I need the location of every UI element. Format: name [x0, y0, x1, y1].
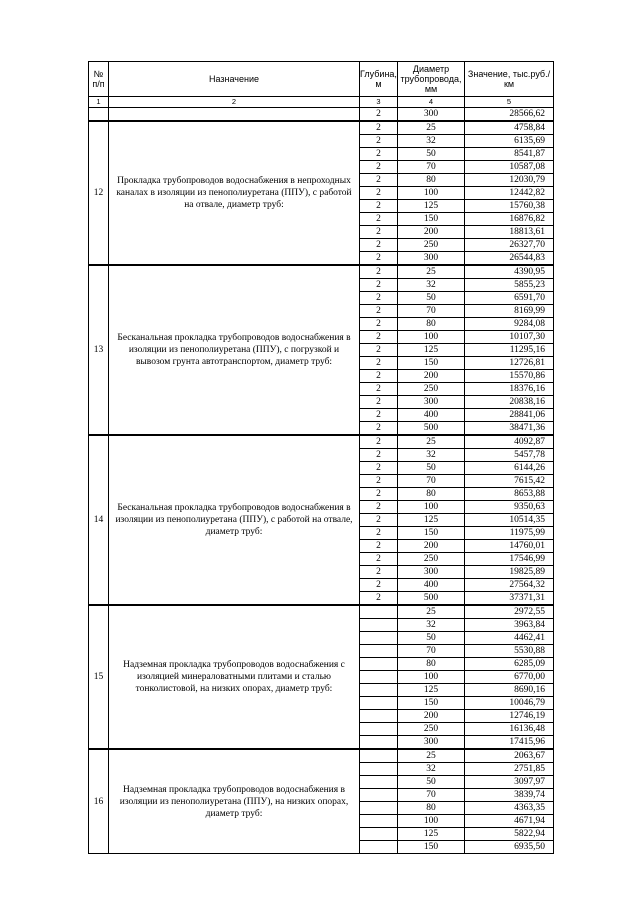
value-cell: 4092,87: [465, 435, 554, 449]
price-table: [88, 61, 554, 854]
diameter-cell: 150: [398, 213, 465, 226]
depth-cell: [360, 723, 398, 736]
value-cell: 20838,16: [465, 396, 554, 409]
depth-cell: [360, 789, 398, 802]
item-number: 14: [89, 435, 109, 605]
diameter-cell: 32: [398, 279, 465, 292]
depth-cell: 2: [360, 383, 398, 396]
diameter-cell: 125: [398, 514, 465, 527]
depth-cell: [360, 736, 398, 750]
diameter-cell: 80: [398, 318, 465, 331]
value-cell: 8541,87: [465, 148, 554, 161]
diameter-cell: 400: [398, 409, 465, 422]
depth-cell: 2: [360, 121, 398, 135]
value-cell: 4671,94: [465, 815, 554, 828]
diameter-cell: 300: [398, 396, 465, 409]
depth-cell: 2: [360, 579, 398, 592]
column-number: 2: [109, 97, 360, 108]
diameter-cell: 32: [398, 619, 465, 632]
diameter-cell: 300: [398, 736, 465, 750]
value-cell: 4363,35: [465, 802, 554, 815]
column-number: 1: [89, 97, 109, 108]
depth-cell: 2: [360, 475, 398, 488]
diameter-cell: 32: [398, 763, 465, 776]
value-cell: 6770,00: [465, 671, 554, 684]
depth-cell: [360, 645, 398, 658]
value-cell: 38471,36: [465, 422, 554, 436]
depth-cell: 2: [360, 409, 398, 422]
diameter-cell: 25: [398, 749, 465, 763]
diameter-cell: 150: [398, 527, 465, 540]
diameter-cell: 200: [398, 370, 465, 383]
value-cell: 15760,38: [465, 200, 554, 213]
value-cell: 19825,89: [465, 566, 554, 579]
depth-cell: 2: [360, 265, 398, 279]
item-description: Бесканальная прокладка трубопроводов водоснабжения в изоляции из пенополиуретана (ППУ), с погрузкой и вывозом грунта автотранспортом, диаметр труб:: [109, 265, 360, 435]
depth-cell: 2: [360, 279, 398, 292]
header-diameter: Диаметр трубопровода, мм: [398, 62, 465, 97]
depth-cell: 2: [360, 187, 398, 200]
diameter-cell: 25: [398, 605, 465, 619]
diameter-cell: 250: [398, 723, 465, 736]
table-body: [89, 108, 554, 854]
value-cell: 2063,67: [465, 749, 554, 763]
depth-cell: 2: [360, 239, 398, 252]
depth-cell: [360, 684, 398, 697]
item-description: Прокладка трубопроводов водоснабжения в непроходных каналах в изоляции из пенополиуретана (ППУ), с работой на отвале, диаметр труб:: [109, 121, 360, 265]
value-cell: 4462,41: [465, 632, 554, 645]
depth-cell: [360, 710, 398, 723]
diameter-cell: 100: [398, 501, 465, 514]
depth-cell: 2: [360, 148, 398, 161]
value-cell: 18813,61: [465, 226, 554, 239]
depth-cell: [360, 658, 398, 671]
depth-cell: 2: [360, 592, 398, 606]
depth-cell: 2: [360, 396, 398, 409]
diameter-cell: 50: [398, 148, 465, 161]
diameter-cell: 125: [398, 344, 465, 357]
value-cell: 12726,81: [465, 357, 554, 370]
table-header: [89, 62, 554, 108]
diameter-cell: 300: [398, 566, 465, 579]
header-value: Значение, тыс.руб./км: [465, 62, 554, 97]
column-number: 4: [398, 97, 465, 108]
depth-cell: 2: [360, 305, 398, 318]
diameter-cell: 80: [398, 658, 465, 671]
diameter-cell: 100: [398, 187, 465, 200]
item-number: 13: [89, 265, 109, 435]
depth-cell: 2: [360, 200, 398, 213]
diameter-cell: 150: [398, 697, 465, 710]
value-cell: 8690,16: [465, 684, 554, 697]
value-cell: 26327,70: [465, 239, 554, 252]
diameter-cell: 250: [398, 553, 465, 566]
value-cell: 15570,86: [465, 370, 554, 383]
value-cell: 9350,63: [465, 501, 554, 514]
header-purpose: Назначение: [109, 62, 360, 97]
depth-cell: 2: [360, 108, 398, 122]
value-cell: 10107,30: [465, 331, 554, 344]
diameter-cell: 32: [398, 135, 465, 148]
value-cell: 6135,69: [465, 135, 554, 148]
item-number: 12: [89, 121, 109, 265]
diameter-cell: 80: [398, 488, 465, 501]
diameter-cell: 70: [398, 305, 465, 318]
depth-cell: [360, 841, 398, 854]
value-cell: 16136,48: [465, 723, 554, 736]
diameter-cell: 50: [398, 292, 465, 305]
depth-cell: 2: [360, 449, 398, 462]
table-row: [89, 605, 554, 619]
depth-cell: [360, 697, 398, 710]
value-cell: 3839,74: [465, 789, 554, 802]
item-description: Бесканальная прокладка трубопроводов водоснабжения в изоляции из пенополиуретана (ППУ), с работой на отвале, диаметр труб:: [109, 435, 360, 605]
depth-cell: 2: [360, 161, 398, 174]
depth-cell: 2: [360, 135, 398, 148]
depth-cell: 2: [360, 213, 398, 226]
diameter-cell: 70: [398, 789, 465, 802]
depth-cell: 2: [360, 292, 398, 305]
value-cell: 6144,26: [465, 462, 554, 475]
diameter-cell: 200: [398, 710, 465, 723]
diameter-cell: 70: [398, 645, 465, 658]
value-cell: 28566,62: [465, 108, 554, 122]
diameter-cell: 25: [398, 265, 465, 279]
row-num-cell: [89, 108, 109, 122]
table-row: [89, 749, 554, 763]
diameter-cell: 32: [398, 449, 465, 462]
diameter-cell: 50: [398, 632, 465, 645]
value-cell: 6935,50: [465, 841, 554, 854]
value-cell: 5822,94: [465, 828, 554, 841]
table-row: [89, 435, 554, 449]
depth-cell: [360, 671, 398, 684]
depth-cell: 2: [360, 344, 398, 357]
depth-cell: 2: [360, 501, 398, 514]
column-number: 5: [465, 97, 554, 108]
value-cell: 7615,42: [465, 475, 554, 488]
value-cell: 37371,31: [465, 592, 554, 606]
depth-cell: 2: [360, 422, 398, 436]
depth-cell: 2: [360, 318, 398, 331]
value-cell: 5457,78: [465, 449, 554, 462]
value-cell: 4390,95: [465, 265, 554, 279]
item-description: Надземная прокладка трубопроводов водоснабжения с изоляцией минераловатными плитами и сталью тонколистовой, на низких опорах, диаметр труб:: [109, 605, 360, 749]
diameter-cell: 125: [398, 828, 465, 841]
value-cell: 17546,99: [465, 553, 554, 566]
diameter-cell: 100: [398, 331, 465, 344]
diameter-cell: 500: [398, 592, 465, 606]
diameter-cell: 25: [398, 121, 465, 135]
diameter-cell: 150: [398, 841, 465, 854]
diameter-cell: 500: [398, 422, 465, 436]
diameter-cell: 250: [398, 239, 465, 252]
value-cell: 17415,96: [465, 736, 554, 750]
value-cell: 10587,08: [465, 161, 554, 174]
diameter-cell: 80: [398, 174, 465, 187]
depth-cell: 2: [360, 488, 398, 501]
header-num: № п/п: [89, 62, 109, 97]
depth-cell: [360, 605, 398, 619]
depth-cell: 2: [360, 553, 398, 566]
depth-cell: [360, 749, 398, 763]
value-cell: 11295,16: [465, 344, 554, 357]
depth-cell: [360, 763, 398, 776]
depth-cell: 2: [360, 174, 398, 187]
depth-cell: [360, 619, 398, 632]
diameter-cell: 300: [398, 108, 465, 122]
header-depth: Глубина, м: [360, 62, 398, 97]
diameter-cell: 70: [398, 161, 465, 174]
depth-cell: 2: [360, 540, 398, 553]
depth-cell: 2: [360, 514, 398, 527]
depth-cell: 2: [360, 566, 398, 579]
depth-cell: 2: [360, 462, 398, 475]
value-cell: 10046,79: [465, 697, 554, 710]
value-cell: 12746,19: [465, 710, 554, 723]
item-description: Надземная прокладка трубопроводов водоснабжения в изоляции из пенополиуретана (ППУ), на низких опорах, диаметр труб:: [109, 749, 360, 854]
diameter-cell: 100: [398, 815, 465, 828]
diameter-cell: 100: [398, 671, 465, 684]
depth-cell: [360, 776, 398, 789]
diameter-cell: 200: [398, 226, 465, 239]
value-cell: 2751,85: [465, 763, 554, 776]
value-cell: 6591,70: [465, 292, 554, 305]
diameter-cell: 50: [398, 776, 465, 789]
row-desc-cell: [109, 108, 360, 122]
value-cell: 9284,08: [465, 318, 554, 331]
value-cell: 8169,99: [465, 305, 554, 318]
value-cell: 16876,82: [465, 213, 554, 226]
diameter-cell: 70: [398, 475, 465, 488]
depth-cell: 2: [360, 331, 398, 344]
value-cell: 18376,16: [465, 383, 554, 396]
table-row: [89, 121, 554, 135]
diameter-cell: 25: [398, 435, 465, 449]
value-cell: 26544,83: [465, 252, 554, 266]
value-cell: 5855,23: [465, 279, 554, 292]
depth-cell: [360, 815, 398, 828]
diameter-cell: 125: [398, 200, 465, 213]
value-cell: 3963,84: [465, 619, 554, 632]
value-cell: 14760,01: [465, 540, 554, 553]
value-cell: 8653,88: [465, 488, 554, 501]
value-cell: 10514,35: [465, 514, 554, 527]
value-cell: 3097,97: [465, 776, 554, 789]
diameter-cell: 80: [398, 802, 465, 815]
depth-cell: [360, 632, 398, 645]
table-row: [89, 108, 554, 122]
value-cell: 27564,32: [465, 579, 554, 592]
column-number: 3: [360, 97, 398, 108]
depth-cell: 2: [360, 357, 398, 370]
diameter-cell: 125: [398, 684, 465, 697]
depth-cell: 2: [360, 527, 398, 540]
table-row: [89, 265, 554, 279]
diameter-cell: 50: [398, 462, 465, 475]
diameter-cell: 200: [398, 540, 465, 553]
depth-cell: 2: [360, 226, 398, 239]
item-number: 16: [89, 749, 109, 854]
value-cell: 6285,09: [465, 658, 554, 671]
value-cell: 12030,79: [465, 174, 554, 187]
value-cell: 12442,82: [465, 187, 554, 200]
depth-cell: 2: [360, 252, 398, 266]
value-cell: 5530,88: [465, 645, 554, 658]
depth-cell: 2: [360, 370, 398, 383]
diameter-cell: 400: [398, 579, 465, 592]
depth-cell: [360, 828, 398, 841]
item-number: 15: [89, 605, 109, 749]
depth-cell: 2: [360, 435, 398, 449]
value-cell: 2972,55: [465, 605, 554, 619]
diameter-cell: 300: [398, 252, 465, 266]
depth-cell: [360, 802, 398, 815]
diameter-cell: 150: [398, 357, 465, 370]
value-cell: 11975,99: [465, 527, 554, 540]
value-cell: 4758,84: [465, 121, 554, 135]
diameter-cell: 250: [398, 383, 465, 396]
value-cell: 28841,06: [465, 409, 554, 422]
